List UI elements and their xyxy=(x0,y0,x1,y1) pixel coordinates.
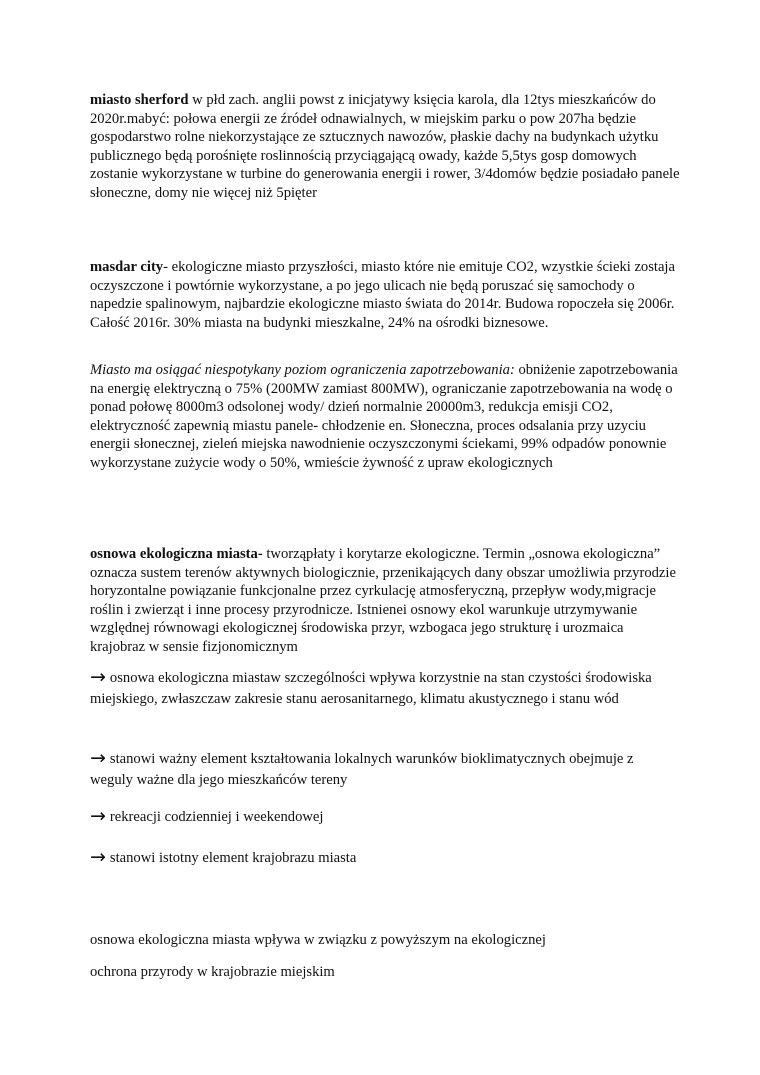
text-masdar-goals: obniżenie zapotrzebowania na energię elektryczną o 75% (200MW zamiast 800MW), ograniczanie zapotrzebowania na wodę o ponad połowę 8000m3 odsolonej wody/ dzień normalnie 20000m3, redukcja emisji CO2, elektryczność zapewnią miastu panele- chłodzenie en. Słoneczna, proces odsalania przy uzyciu energii słonecznej, zieleń miejska nawodnienie oczyszczonymi ściekami, 99% odpadów ponownie wykorzystane zużycie wody o 50%, wmieście żywność z upraw ekologicznych xyxy=(90,362,678,471)
arrow-icon: → xyxy=(90,666,106,688)
heading-osnowa: osnowa ekologiczna miasta- xyxy=(90,546,263,562)
paragraph-osnowa xyxy=(90,545,680,657)
text-osnowa: tworząpłaty i korytarze ekologiczne. Termin „osnowa ekologiczna” oznacza sustem terenów aktywnych biologicznie, przenikających dany obszar umożliwia przyrodzie horyzontalne powiązanie funkcjonalne przez cyrkulację atmosferyczną, przepływ wody,migracje roślin i zwierząt i inne procesy przyrodnicze. Istnienei osnowy ekol warunkuje utrzymywanie względnej równowagi ekologicznej środowiska przyr, wzbogaca jego strukturę i urozmaica krajobraz w sensie fizjonomicznym xyxy=(90,546,676,655)
arrow-icon: → xyxy=(90,846,106,868)
heading-masdar: masdar city xyxy=(90,259,164,275)
bullet-text: stanowi istotny element krajobrazu miasta xyxy=(109,850,357,866)
text-masdar: - ekologiczne miasto przyszłości, miasto które nie emituje CO2, wzystkie ścieki zostaja oczyszczone i powtórnie wykorzystane, a po jego ulicach nie będą poruszać się samochody o napedzie spalinowym, najbardzie ekologiczne miasto świata do 2014r. Budowa ropoczeła się 2006r. Całość 2016r. 30% miasta na budynki mieszkalne, 24% na ośrodki biznesowe. xyxy=(90,259,675,331)
italic-lead-masdar: Miasto ma osiągać niespotykany poziom ograniczenia zapotrzebowania: xyxy=(90,362,515,378)
text-sherford: w płd zach. anglii powst z inicjatywy księcia karola, dla 12tys mieszkańców do 2020r.mabyć: połowa energii ze źródeł odnawialnych, w miejskim parku o pow 207ha będzie gospodarstwo rolne niekorzystające ze sztucznych nawozów, płaskie dachy na budynkach użytku publicznego będą porośnięte roslinnością przyciągającą owady, każde 5,5tys gosp domowych zostanie wykorzystane w turbine do generowania energii i rower, 3/4domów będzie posiadało panele słoneczne, domy nie więcej niż 5pięter xyxy=(90,92,680,201)
bullet-item xyxy=(90,667,680,710)
paragraph-masdar-goals xyxy=(90,361,680,473)
bullet-item xyxy=(90,748,680,791)
bullet-text: osnowa ekologiczna miastaw szczególności wpływa korzystnie na stan czystości środowiska miejskiego, zwłaszczaw zakresie stanu aerosanitarnego, klimatu akustycznego i stanu wód xyxy=(90,670,652,707)
bullet-text: rekreacji codzienniej i weekendowej xyxy=(109,809,324,825)
closing-line: osnowa ekologiczna miasta wpływa w związku z powyższym na ekologicznej xyxy=(90,932,546,948)
heading-sherford: miasto sherford xyxy=(90,92,189,108)
bullet-text: stanowi ważny element kształtowania lokalnych warunków bioklimatycznych obejmuje z weguly ważne dla jego mieszkańców tereny xyxy=(90,751,634,788)
paragraph-sherford xyxy=(90,91,680,203)
closing-line: ochrona przyrody w krajobrazie miejskim xyxy=(90,964,335,980)
bullet-item xyxy=(90,847,680,869)
paragraph-masdar xyxy=(90,258,680,332)
bullet-item xyxy=(90,806,680,828)
arrow-icon: → xyxy=(90,805,106,827)
arrow-icon: → xyxy=(90,747,106,769)
